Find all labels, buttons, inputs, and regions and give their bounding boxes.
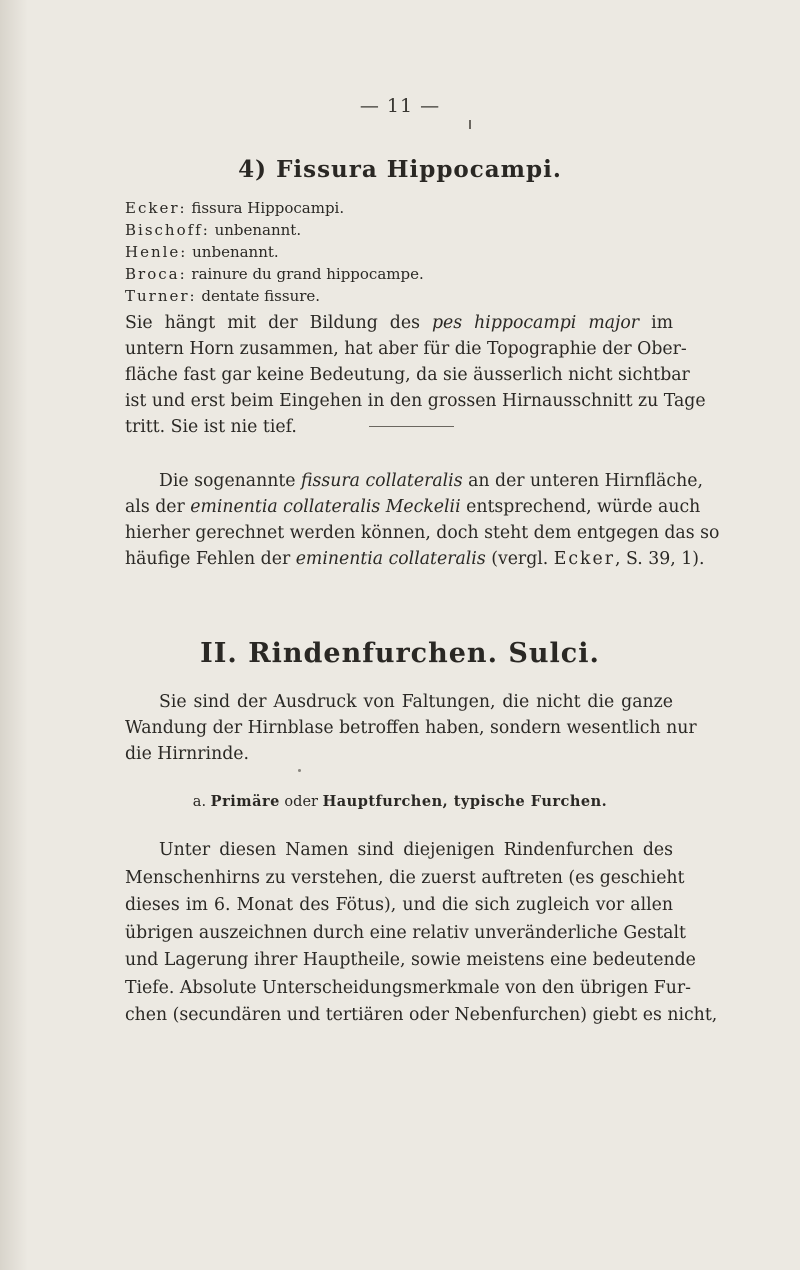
synonym-author: Turner: bbox=[125, 287, 197, 305]
text-line: chen (secundären und tertiären oder Nebenfurchen) giebt es nicht, bbox=[125, 1005, 718, 1025]
synonym-author: Ecker: bbox=[125, 199, 187, 217]
synonym-author: Henle: bbox=[125, 243, 188, 261]
text-line: hierher gerechnet werden können, doch steht dem entgegen das so bbox=[125, 523, 720, 543]
text-line: Unter diesen Namen sind diejenigen Rindenfurchen des bbox=[159, 840, 673, 860]
sub-heading-prefix: a. bbox=[192, 794, 211, 810]
latin-term: fissura collateralis bbox=[301, 471, 463, 491]
synonym-term: rainure du grand hippocampe. bbox=[191, 265, 424, 283]
text-line: ist und erst beim Eingehen in den grossen Hirnausschnitt zu Tage bbox=[125, 391, 706, 411]
paragraph-primary-sulci bbox=[125, 837, 718, 1030]
print-speck bbox=[469, 120, 471, 129]
chapter-heading: II. Rindenfurchen. Sulci. bbox=[200, 638, 600, 669]
text-line: untern Horn zusammen, hat aber für die Topographie der Ober- bbox=[125, 339, 687, 359]
synonym-term: unbenannt. bbox=[214, 221, 302, 239]
synonym-term: fissura Hippocampi. bbox=[191, 199, 345, 217]
synonym-list bbox=[125, 197, 685, 307]
synonym-item bbox=[125, 241, 685, 263]
text-run: (vergl. bbox=[485, 549, 554, 569]
paragraph-sulci-intro bbox=[125, 689, 697, 767]
latin-term: eminentia collateralis bbox=[295, 549, 486, 569]
text-run: im bbox=[639, 313, 673, 333]
text-line: die Hirnrinde. bbox=[125, 744, 249, 764]
synonym-item bbox=[125, 263, 685, 285]
synonym-item bbox=[125, 285, 685, 307]
section-divider bbox=[369, 426, 454, 427]
text-line: Sie sind der Ausdruck von Faltungen, die nicht die ganze bbox=[159, 692, 673, 712]
text-line bbox=[125, 494, 701, 520]
text-line bbox=[125, 310, 673, 336]
synonym-author: Bischoff: bbox=[125, 221, 210, 239]
print-speck bbox=[298, 769, 301, 772]
text-line: Wandung der Hirnblase betroffen haben, sondern wesentlich nur bbox=[125, 718, 697, 738]
page-number: — 11 — bbox=[359, 95, 441, 117]
page-edge-shadow bbox=[0, 0, 28, 1270]
text-run: häufige Fehlen der bbox=[125, 549, 296, 569]
synonym-item bbox=[125, 197, 685, 219]
text-line: und Lagerung ihrer Hauptheile, sowie meistens eine bedeutende bbox=[125, 950, 696, 970]
latin-term: eminentia collateralis Meckelii bbox=[190, 497, 461, 517]
paragraph-fissura-collateralis bbox=[125, 468, 720, 572]
text-line: übrigen auszeichnen durch eine relativ unveränderliche Gestalt bbox=[125, 922, 686, 943]
sub-heading-term: Hauptfurchen, typische Furchen. bbox=[322, 793, 608, 810]
section-heading: 4) Fissura Hippocampi. bbox=[238, 156, 562, 183]
synonym-author: Broca: bbox=[125, 265, 187, 283]
text-line: Menschenhirns zu verstehen, die zuerst auftreten (es geschieht bbox=[125, 867, 685, 888]
text-line: fläche fast gar keine Bedeutung, da sie äusserlich nicht sichtbar bbox=[125, 365, 690, 385]
text-run: entsprechend, würde auch bbox=[460, 497, 701, 517]
text-line: dieses im 6. Monat des Fötus), und die sich zugleich vor allen bbox=[125, 895, 673, 915]
text-run: Die sogenannte bbox=[159, 471, 302, 491]
sub-heading bbox=[0, 793, 800, 810]
paragraph-hippocampus-description bbox=[125, 310, 706, 440]
text-line: tritt. Sie ist nie tief. bbox=[125, 417, 297, 437]
text-run: an der unteren Hirnfläche, bbox=[462, 471, 703, 491]
author-name: Ecker bbox=[553, 549, 616, 569]
text-line bbox=[125, 468, 703, 494]
text-run: , S. 39, 1). bbox=[615, 549, 705, 569]
latin-term: pes hippocampi major bbox=[431, 313, 640, 333]
text-run: als der bbox=[125, 497, 191, 517]
text-line: Tiefe. Absolute Unterscheidungsmerkmale von den übrigen Fur- bbox=[125, 977, 691, 998]
text-line bbox=[125, 546, 705, 572]
synonym-item bbox=[125, 219, 685, 241]
synonym-term: unbenannt. bbox=[192, 243, 279, 261]
text-run: Sie hängt mit der Bildung des bbox=[125, 313, 432, 333]
sub-heading-connector: oder bbox=[279, 794, 323, 810]
synonym-term: dentate fissure. bbox=[201, 287, 321, 305]
sub-heading-term: Primäre bbox=[210, 793, 280, 810]
